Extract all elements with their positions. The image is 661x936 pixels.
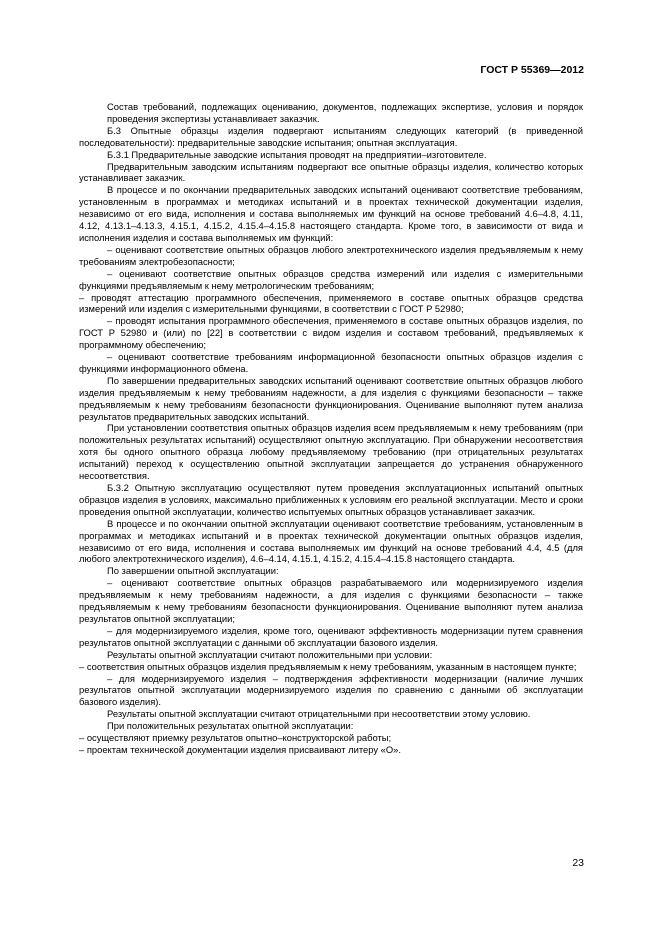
paragraph: Б.3 Опытные образцы изделия подвергают испытаниям следующих категорий (в приведенной последовательности): предварительные заводские испытания; опытная эксплуатация. — [79, 124, 583, 148]
paragraph: Результаты опытной эксплуатации считают отрицательными при несоответствии этому условию. — [107, 708, 531, 720]
list-item: – соответствия опытных образцов изделия предъявляемым к нему требованиям, указанным в настоящем пункте; — [79, 660, 577, 672]
page-number: 23 — [572, 857, 584, 869]
list-item: – для модернизируемого изделия – подтверждения эффективности модернизации (наличие лучших результатов опытной эксплуатации модернизируемого изделия по сравнению с данными об эксплуатации базового изделия). — [79, 672, 583, 708]
paragraph: Состав требований, подлежащих оцениванию, документов, подлежащих экспертизе, условия и порядок проведения экспертизы устанавливает заказчик. — [107, 101, 583, 124]
paragraph: При установлении соответствия опытных образцов изделия всем предъявляемым к нему требованиям (при положительных результатах испытаний) осуществляют опытную эксплуатацию. При обнаружении несоответствия хотя бы одного опытного образца любому предъявляемому требованию (при отрицательных результатах испытаний) переход к осуществлению опытной эксплуатации запрещается до устранения обнаруженного несоответствия. — [79, 422, 583, 482]
list-item: – проводят испытания программного обеспечения, применяемого в составе опытных образцов изделия, по ГОСТ Р 52980 и (или) по [22] в соответствии с видом изделия и составом требований, предъявляемых к программному обеспечению; — [79, 315, 583, 351]
list-item: – оценивают соответствие опытных образцов любого электротехнического изделия предъявляемым к нему требованиям электробезопасности; — [79, 243, 583, 267]
list-item: – проводят аттестацию программного обеспечения, применяемого в составе опытных образцов средства измерений или изделия с измерительными функциями, в соответствии с ГОСТ Р 52980; — [79, 291, 583, 315]
paragraph: Предварительным заводским испытаниям подвергают все опытные образцы изделия, количество которых устанавливает заказчик. — [79, 160, 583, 184]
document-header: ГОСТ Р 55369—2012 — [480, 64, 584, 76]
paragraph: Результаты опытной эксплуатации считают положительными при условии: — [107, 648, 433, 660]
paragraph: При положительных результатах опытной эксплуатации: — [107, 720, 354, 732]
list-item: – осуществляют приемку результатов опытно–конструкторской работы; — [79, 732, 392, 744]
list-item: – оценивают соответствие требованиям информационной безопасности опытных образцов изделия с функциями информационного обмена. — [79, 351, 583, 374]
paragraph: По завершении предварительных заводских испытаний оценивают соответствие опытных образцов любого изделия предъявляемым к нему требованиям надежности, а для изделия с функциями безопасности – также предъявляемым к нему требованиям безопасности функционирования. Оценивание выполняют путем анализа результатов предварительных заводских испытаний. — [79, 374, 583, 422]
paragraph: По завершении опытной эксплуатации: — [107, 565, 279, 577]
paragraph: В процессе и по окончании предварительных заводских испытаний оценивают соответствие требованиям, установленным в программах и методиках испытаний и в проектах технической документации изделия, независимо от его вида, исполнения и состава выполняемых им функций на основе требований 4.6–4.8, 4.11, 4.12, 4.13.1–4.13.3, 4.15.1, 4.15.2, 4.15.4–4.15.8 настоящего стандарта. Кроме того, в зависимости от вида и исполнения изделия и состава выполняемых им функций: — [79, 184, 583, 243]
list-item: – для модернизируемого изделия, кроме того, оценивают эффективность модернизации путем сравнения результатов опытной эксплуатации с данными об эксплуатации базового изделия. — [79, 624, 583, 648]
document-body — [79, 101, 583, 756]
list-item: – оценивают соответствие опытных образцов разрабатываемого или модернизируемого изделия предъявляемым к нему требованиям надежности, а для изделия с функциями безопасности – также предъявляемым к нему требованиям безопасности функционирования. Оценивание выполняют путем анализа результатов опытной эксплуатации; — [79, 577, 583, 624]
list-item: – оценивают соответствие опытных образцов средства измерений или изделия с измерительными функциями предъявляемым к нему метрологическим требованиям; — [79, 267, 583, 291]
list-item: – проектам технической документации изделия присваивают литеру «О». — [79, 743, 401, 755]
paragraph: Б.3.2 Опытную эксплуатацию осуществляют путем проведения эксплуатационных испытаний опытных образцов изделия в условиях, максимально приближенных к условиям его реальной эксплуатации. Место и сроки проведения опытной эксплуатации, количество испытуемых опытных образцов устанавливает заказчик. — [79, 482, 583, 517]
paragraph: В процессе и по окончании опытной эксплуатации оценивают соответствие требованиям, установленным в программах и методиках испытаний и в проектах технической документации опытных образцов изделия, независимо от его вида, исполнения и состава выполняемых им функций на основе требований 4.4, 4.5 (для любого электротехнического изделия), 4.6–4.14, 4.15.1, 4.15.2, 4.15.4–4.15.8 настоящего стандарта. — [79, 517, 583, 565]
paragraph: Б.3.1 Предварительные заводские испытания проводят на предприятии–изготовителе. — [107, 148, 487, 160]
